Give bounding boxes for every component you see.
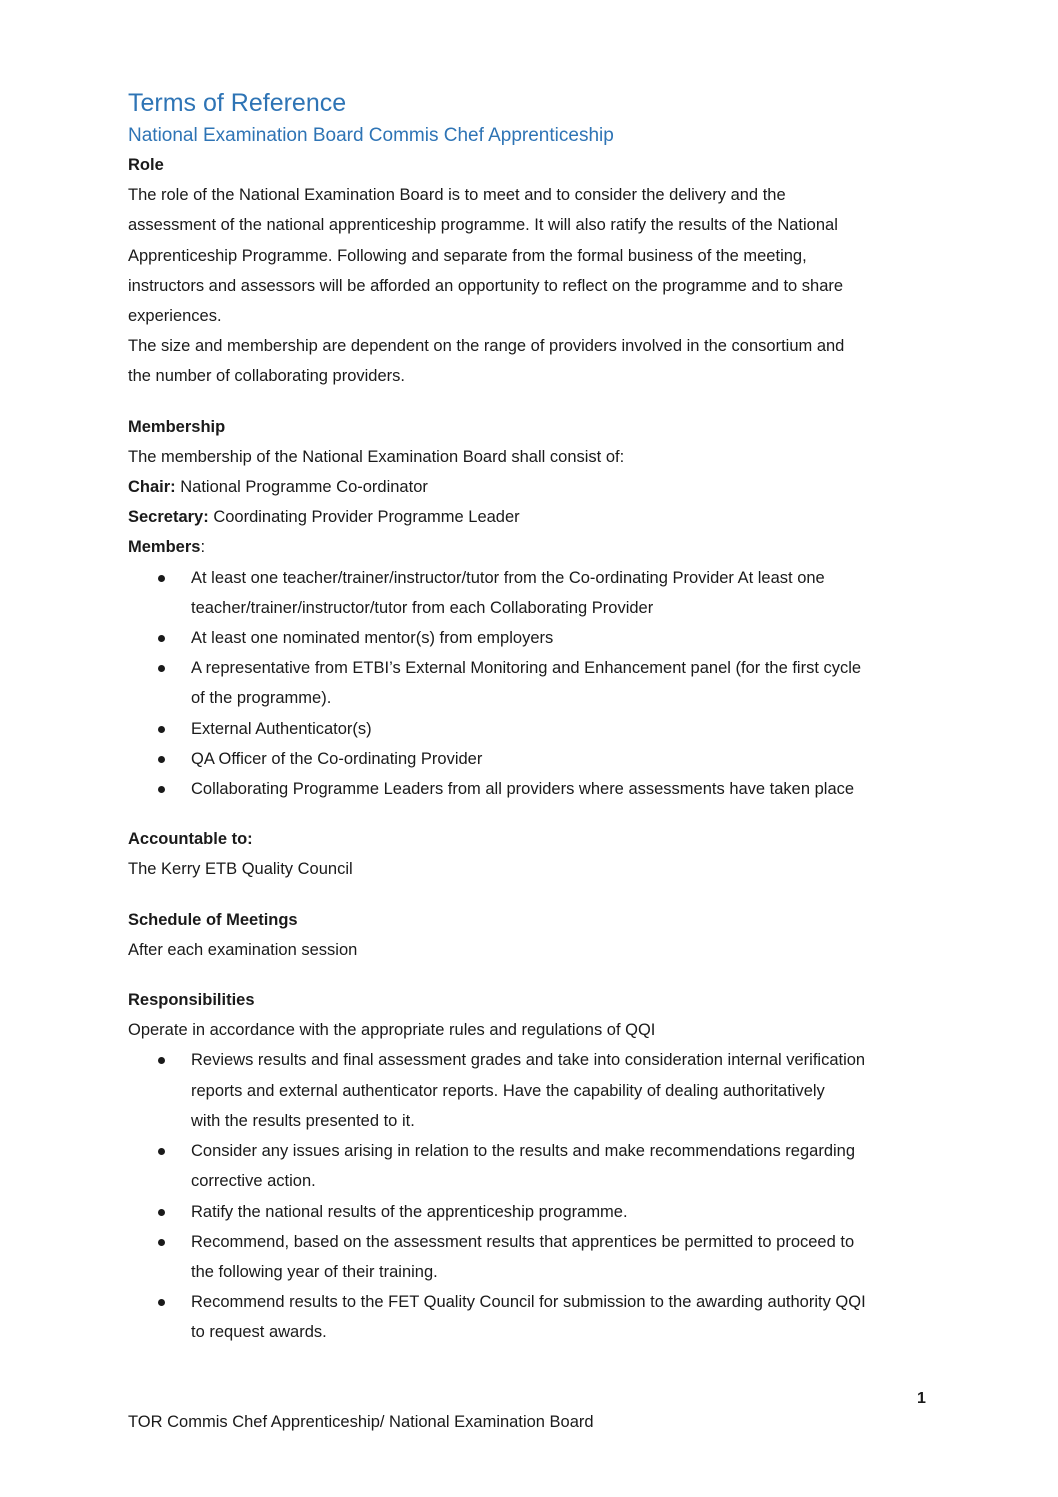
members-label: Members [128,538,201,557]
list-item: Consider any issues arising in relation to the results and make recommendations regarding corrective action. [128,1136,928,1196]
members-line [128,532,928,562]
members-colon: : [200,538,206,557]
role-line: The size and membership are dependent on the range of providers involved in the consortium and [128,337,845,356]
role-line: assessment of the national apprenticeship programme. It will also ratify the results of the National [128,216,838,235]
page-content [128,86,928,1348]
bullet-icon [158,1057,165,1064]
bullet-icon [158,665,165,672]
members-list [128,563,928,805]
secretary-label: Secretary: [128,508,209,527]
accountable-value: The Kerry ETB Quality Council [128,860,353,879]
role-paragraph [128,180,928,391]
bullet-icon [158,756,165,763]
list-item: Ratify the national results of the apprenticeship programme. [128,1197,928,1227]
bullet-icon [158,726,165,733]
list-item: External Authenticator(s) [128,714,928,744]
role-line: The role of the National Examination Board is to meet and to consider the delivery and the [128,186,786,205]
bullet-icon [158,635,165,642]
chair-value: National Programme Co-ordinator [175,478,428,497]
page-footer: TOR Commis Chef Apprenticeship/ National Examination Board [128,1413,594,1431]
list-item: Reviews results and final assessment grades and take into consideration internal verification reports and external authenticator reports. Have the capability of dealing authoritatively with the results presented to it. [128,1045,928,1136]
role-heading: Role [128,156,164,174]
schedule-value: After each examination session [128,940,358,959]
membership-heading: Membership [128,417,226,436]
role-line: experiences. [128,307,222,326]
chair-line [128,472,928,502]
schedule-heading: Schedule of Meetings [128,910,298,929]
page-number: 1 [917,1390,926,1407]
list-item: At least one teacher/trainer/instructor/tutor from the Co-ordinating Provider At least one teacher/trainer/instructor/tutor from each Collaborating Provider [128,563,928,623]
list-item: Recommend, based on the assessment results that apprentices be permitted to proceed to the following year of their training. [128,1227,928,1287]
responsibilities-intro: Operate in accordance with the appropriate rules and regulations of QQI [128,1021,656,1040]
role-line: Apprenticeship Programme. Following and separate from the formal business of the meeting, [128,246,807,265]
secretary-value: Coordinating Provider Programme Leader [208,508,520,527]
list-item: Recommend results to the FET Quality Council for submission to the awarding authority QQI to request awards. [128,1287,928,1347]
list-item: QA Officer of the Co-ordinating Provider [128,744,928,774]
page-subtitle: National Examination Board Commis Chef Apprenticeship [128,125,614,146]
bullet-icon [158,1209,165,1216]
membership-intro: The membership of the National Examination Board shall consist of: [128,447,625,466]
list-item: A representative from ETBI’s External Monitoring and Enhancement panel (for the first cycle of the programme). [128,653,928,713]
chair-label: Chair: [128,478,176,497]
bullet-icon [158,1148,165,1155]
bullet-icon [158,786,165,793]
list-item: Collaborating Programme Leaders from all providers where assessments have taken place [128,774,928,804]
secretary-line [128,502,928,532]
role-line: instructors and assessors will be afforded an opportunity to reflect on the programme and to share [128,276,844,295]
bullet-icon [158,1299,165,1306]
responsibilities-list [128,1045,928,1347]
page-title: Terms of Reference [128,89,347,117]
list-item: At least one nominated mentor(s) from employers [128,623,928,653]
accountable-heading: Accountable to: [128,830,253,849]
bullet-icon [158,1239,165,1246]
role-line: the number of collaborating providers. [128,367,405,386]
responsibilities-heading: Responsibilities [128,991,255,1010]
bullet-icon [158,575,165,582]
